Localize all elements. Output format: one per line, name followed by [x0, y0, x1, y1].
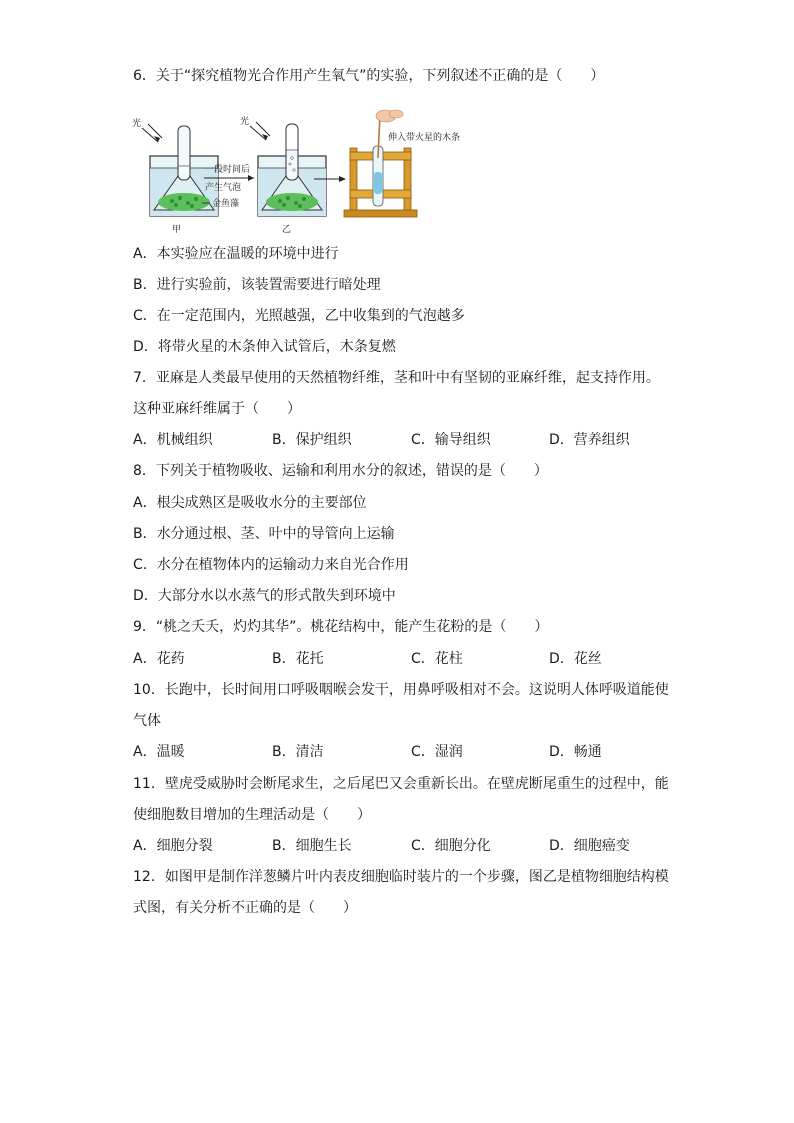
light-arrow-b2 — [256, 122, 270, 136]
q11-option-a: A．细胞分裂 — [133, 838, 213, 854]
light-arrow-b1 — [250, 126, 266, 140]
experiment-diagram — [128, 106, 508, 236]
q9-option-d: D．花丝 — [549, 651, 602, 667]
q10-option-d: D．畅通 — [549, 744, 602, 760]
q10-option-b: B．清洁 — [272, 744, 324, 760]
label-plant: 金鱼藻 — [212, 199, 240, 209]
arrow-to-rack-head — [339, 176, 346, 182]
q7-option-d: D．营养组织 — [549, 432, 630, 448]
label-jia: 甲 — [172, 225, 182, 235]
q10-stem-line1: 10．长跑中，长时间用口呼吸咽喉会发干，用鼻呼吸相对不会。这说明人体呼吸道能使 — [133, 682, 669, 698]
q12-stem-line2: 式图，有关分析不正确的是（ ） — [133, 900, 357, 916]
q11-stem-line2: 使细胞数目增加的生理活动是（ ） — [133, 807, 371, 823]
q7-stem-line1: 7．亚麻是人类最早使用的天然植物纤维，茎和叶中有坚韧的亚麻纤维，起支持作用。 — [133, 370, 660, 386]
beaker-yi — [258, 124, 326, 216]
q9-option-a: A．花药 — [133, 651, 185, 667]
q6-option-d: D．将带火星的木条伸入试管后，木条复燃 — [133, 339, 396, 355]
q9-option-b: B．花托 — [272, 651, 324, 667]
light-arrow-a2 — [148, 124, 162, 138]
q9-stem: 9．“桃之夭夭，灼灼其华”。桃花结构中，能产生花粉的是（ ） — [133, 619, 549, 635]
q10-options — [133, 742, 693, 762]
q7-options — [133, 430, 693, 450]
light-label-a: 光 — [132, 119, 142, 129]
q11-stem-line1: 11．壁虎受威胁时会断尾求生，之后尾巴又会重新长出。在壁虎断尾重生的过程中，能 — [133, 776, 669, 792]
q9-option-c: C．花柱 — [411, 651, 463, 667]
q7-option-b: B．保护组织 — [272, 432, 352, 448]
q7-option-a: A．机械组织 — [133, 432, 213, 448]
q8-option-b: B．水分通过根、茎、叶中的导管向上运输 — [133, 526, 395, 542]
arrow-time-head — [248, 175, 254, 181]
q12-stem-line1: 12．如图甲是制作洋葱鳞片叶内表皮细胞临时装片的一个步骤，图乙是植物细胞结构模 — [133, 869, 669, 885]
q6-option-c: C．在一定范围内，光照越强，乙中收集到的气泡越多 — [133, 308, 465, 324]
label-bubble: 产生气泡 — [205, 183, 242, 193]
q6-stem: 6．关于“探究植物光合作用产生氧气”的实验，下列叙述不正确的是（ ） — [133, 68, 605, 84]
q7-option-c: C．输导组织 — [411, 432, 491, 448]
q8-option-a: A．根尖成熟区是吸收水分的主要部位 — [133, 495, 367, 511]
q6-experiment-figure — [128, 106, 508, 236]
label-yi: 乙 — [282, 225, 292, 235]
q8-option-d: D．大部分水以水蒸气的形式散失到环境中 — [133, 588, 396, 604]
q10-option-a: A．温暖 — [133, 744, 185, 760]
q11-option-b: B．细胞生长 — [272, 838, 352, 854]
q6-option-a: A．本实验应在温暖的环境中进行 — [133, 246, 339, 262]
q11-options — [133, 836, 693, 856]
light-arrow-a1 — [142, 128, 158, 142]
q9-options — [133, 649, 693, 669]
test-tube-rack — [344, 146, 417, 217]
q10-stem-line2: 气体 — [133, 713, 161, 729]
q8-stem: 8．下列关于植物吸收、运输和利用水分的叙述，错误的是（ ） — [133, 463, 548, 479]
q8-option-c: C．水分在植物体内的运输动力来自光合作用 — [133, 557, 409, 573]
label-splint: 伸入带火星的木条 — [388, 133, 461, 143]
label-time: 一段时间后 — [205, 165, 251, 175]
q11-option-d: D．细胞癌变 — [549, 838, 630, 854]
q6-option-b: B．进行实验前，该装置需要进行暗处理 — [133, 277, 381, 293]
q11-option-c: C．细胞分化 — [411, 838, 491, 854]
q10-option-c: C．湿润 — [411, 744, 463, 760]
q7-stem-line2: 这种亚麻纤维属于（ ） — [133, 401, 301, 417]
light-label-b: 光 — [240, 117, 250, 127]
